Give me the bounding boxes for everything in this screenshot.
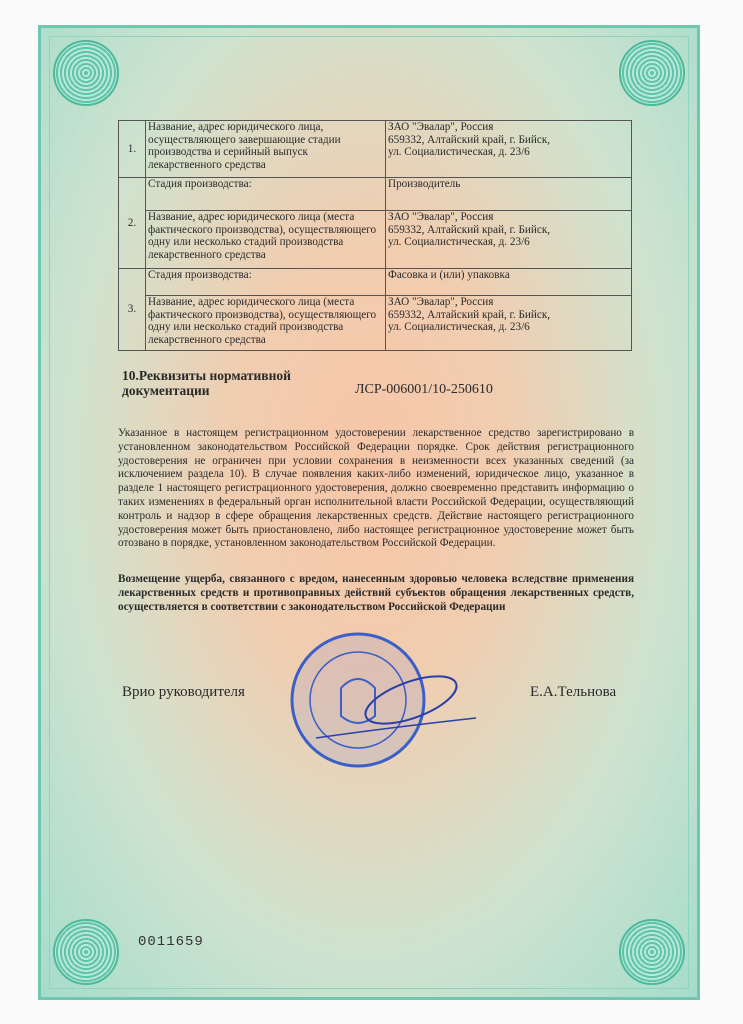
row-value: ЗАО "Эвалар", Россия 659332, Алтайский край, г. Бийск, ул. Социалистическая, д. 23/6 (386, 211, 632, 269)
stage-value: Производитель (386, 178, 632, 211)
rosette-ornament (53, 40, 119, 106)
serial-number: 0011659 (138, 934, 204, 950)
row-label: Название, адрес юридического лица, осуществляющего завершающие стадии производства и серийный выпуск лекарственного средства (146, 121, 386, 178)
table-row (119, 296, 632, 351)
table-row (119, 211, 632, 269)
rosette-ornament (53, 919, 119, 985)
compensation-paragraph: Возмещение ущерба, связанного с вредом, нанесенным здоровью человека вследствие применения лекарственных средств и противоправных действий субъектов обращения лекарственных средств, осуществляется в соответствии с законодательством Российской Федерации (118, 573, 634, 613)
stage-label: Стадия производства: (146, 178, 386, 211)
table-row (119, 178, 632, 211)
manufacturers-table (118, 120, 632, 351)
official-stamp-icon (286, 628, 496, 778)
stage-label: Стадия производства: (146, 269, 386, 296)
row-number: 1. (119, 121, 146, 178)
rosette-ornament (619, 40, 685, 106)
rosette-ornament (619, 919, 685, 985)
row-value: ЗАО "Эвалар", Россия 659332, Алтайский край, г. Бийск, ул. Социалистическая, д. 23/6 (386, 296, 632, 351)
row-value: ЗАО "Эвалар", Россия 659332, Алтайский край, г. Бийск, ул. Социалистическая, д. 23/6 (386, 121, 632, 178)
stage-value: Фасовка и (или) упаковка (386, 269, 632, 296)
legal-paragraph: Указанное в настоящем регистрационном удостоверении лекарственное средство зарегистрировано в установленном законодательством Российской Федерации порядке. Срок действия регистрационного удостоверения не ограничен при условии сохранения в неизменности всех указанных сведений (за исключением раздела 10). В случае появления каких-либо изменений, юридическое лицо, указанное в разделе 1 настоящего регистрационного удостоверения, должно своевременно представить информацию о таких изменениях в федеральный орган исполнительной власти Российской Федерации, осуществляющий контроль и надзор в сфере обращения лекарственных средств. Действие настоящего регистрационного удостоверения может быть приостановлено, либо настоящее регистрационное удостоверение может быть отозвано в порядке, установленном законодательством Российской Федерации. (118, 427, 634, 550)
registration-code: ЛСР-006001/10-250610 (355, 382, 493, 397)
section-10-title: 10.Реквизиты нормативной документации (122, 368, 291, 398)
signatory-position: Врио руководителя (122, 684, 245, 700)
row-label: Название, адрес юридического лица (места фактического производства), осуществляющего одну или несколько стадий производства лекарственного средства (146, 296, 386, 351)
row-number: 3. (119, 269, 146, 351)
row-label: Название, адрес юридического лица (места фактического производства), осуществляющего одну или несколько стадий производства лекарственного средства (146, 211, 386, 269)
row-number: 2. (119, 178, 146, 269)
signatory-name: Е.А.Тельнова (530, 684, 617, 700)
table-row (119, 269, 632, 296)
table-row (119, 121, 632, 178)
